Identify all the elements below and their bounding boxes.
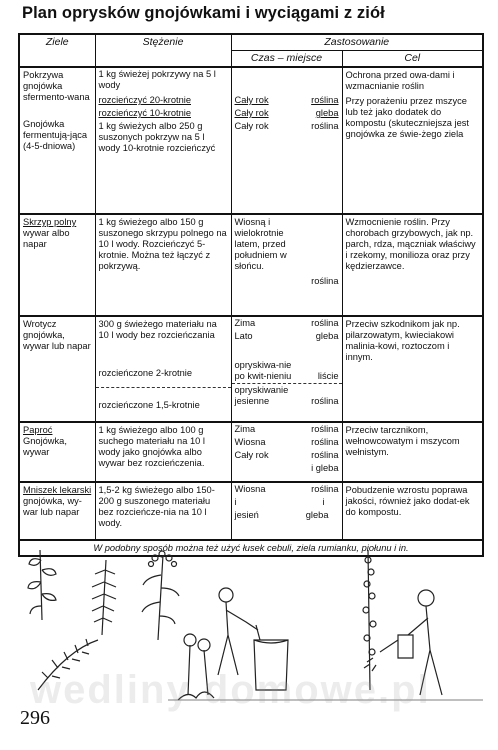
header-time-place: Czas – miejsce <box>231 51 342 68</box>
purpose-pokrzywa-a: Ochrona przed owa-dami i wzmacnianie roślin <box>345 70 455 91</box>
table-row-wrotycz <box>19 316 483 422</box>
time-skrzyp: Wiosną i wielokrotnie latem, przed południem w słońcu. <box>234 217 287 271</box>
spray-plan-table <box>18 33 484 557</box>
header-application: Zastosowanie <box>231 34 483 51</box>
place-paproc-4: i gleba <box>311 463 339 473</box>
footnote: W podobny sposób można też użyć łusek cebuli, ziela rumianku, piołunu i in. <box>19 540 483 556</box>
place-wrotycz-winter: Zima roślina <box>234 318 339 328</box>
purpose-paproc: Przeciw tarcznikom, wełnowcowatym i mszycom wełnistym. <box>345 425 460 457</box>
place-pokrzywa-3: Cały rok roślina <box>234 121 339 131</box>
conc-pokrzywa-20x: rozcieńczyć 20-krotnie <box>98 95 191 105</box>
place-skrzyp: roślina <box>311 276 339 286</box>
place-wrotycz-autumn: opryskiwanie jesienne roślina <box>232 383 342 408</box>
nettle-drawing <box>28 550 56 620</box>
table-row-paproc <box>19 422 483 482</box>
conc-paproc: 1 kg świeżego albo 100 g suchego materiału na 10 l wody jako gnojówka albo wywar bez rozcieńczenia. <box>98 425 205 468</box>
purpose-mniszek: Pobudzenie wzrostu poprawa jakości, również jako dodat-ek do kompostu. <box>345 485 470 517</box>
place-mniszek-1: Wiosna roślina <box>234 484 339 494</box>
horsetail-drawing <box>92 560 116 635</box>
table-row-skrzyp <box>19 214 483 316</box>
herb-mniszek: Mniszek lekarski gnojówka, wy-war lub napar <box>23 485 92 517</box>
purpose-skrzyp: Wzmocnienie roślin. Przy chorobach grzybowych, jak np. parch, rdza, mączniak właściwy i rzekomy, monilioza oraz przy kędzierzawce. <box>345 217 476 271</box>
purpose-pokrzywa-b: Przy porażeniu przez mszyce lub też jako dodatek do kompostu (skuteczniejsza jest gnojówka ze świe-żego ziela <box>345 96 469 139</box>
watermark: wedliny domowe.pl <box>30 668 431 712</box>
herb-paproc: Paproć Gnojówka, wywar <box>23 425 67 457</box>
place-mniszek-3: jesień gleba <box>234 510 329 520</box>
conc-pokrzywa-10x: rozcieńczyć 10-krotnie <box>98 108 191 118</box>
header-purpose: Cel <box>342 51 483 68</box>
place-pokrzywa-1: Cały rok roślina <box>234 95 339 105</box>
conc-wrotycz-2x: rozcieńczone 2-krotnie <box>98 368 193 378</box>
purpose-wrotycz: Przeciw szkodnikom jak np. pilarzowatym, kwieciakowi malinia-kowi, roztoczom i innym. <box>345 319 460 362</box>
page-number: 296 <box>20 707 50 729</box>
conc-skrzyp: 1 kg świeżego albo 150 g suszonego skrzypu polnego na 10 l wody. Rozcieńczyć 5-krotnie. Można też łączyć z pokrzywą. <box>98 217 227 271</box>
conc-mniszek: 1,5-2 kg świeżego albo 150-200 g suszonego materiału bez rozcieńcze-nia na 10 l wody. <box>98 485 215 528</box>
place-pokrzywa-2: Cały rok gleba <box>234 108 339 118</box>
conc-pokrzywa-fermenting: 1 kg świeżych albo 250 g suszonych pokrzyw na 5 l wody 10-krotnie rozcieńczyć <box>98 121 216 153</box>
table-row-mniszek <box>19 482 483 540</box>
header-row-1 <box>19 34 483 51</box>
place-wrotycz-summer: Lato gleba <box>234 331 339 341</box>
header-herbs: Ziele <box>19 34 95 67</box>
place-mniszek-2: i i <box>234 497 325 507</box>
herb-skrzyp: Skrzyp polny wywar albo napar <box>23 217 77 249</box>
tansy-drawing <box>142 551 179 640</box>
place-paproc-1: Zima roślina <box>234 424 339 434</box>
conc-wrotycz-base: 300 g świeżego materiału na 10 l wody bez rozcieńczania <box>98 319 217 340</box>
conc-wrotycz-1-5x: rozcieńczone 1,5-krotnie <box>96 387 231 412</box>
place-paproc-3: Cały rok roślina <box>234 450 339 460</box>
herb-wrotycz: Wrotycz gnojówka, wywar lub napar <box>23 319 91 351</box>
place-wrotycz-bloom: opryskiwa-nie po kwit-nieniu liście <box>234 360 339 381</box>
page-title: Plan oprysków gnojówkami i wyciągami z ziół <box>22 4 385 22</box>
header-concentration: Stężenie <box>95 34 231 67</box>
herb-pokrzywa-fermenting: Gnojówka fermentują-jąca (4-5-dniowa) <box>23 119 88 151</box>
herb-pokrzywa-fermented: Pokrzywa gnojówka sfermento-wana <box>23 70 90 102</box>
table-row-pokrzywa <box>19 67 483 214</box>
conc-pokrzywa-base: 1 kg świeżej pokrzywy na 5 l wody <box>98 69 216 90</box>
place-paproc-2: Wiosna roślina <box>234 437 339 447</box>
